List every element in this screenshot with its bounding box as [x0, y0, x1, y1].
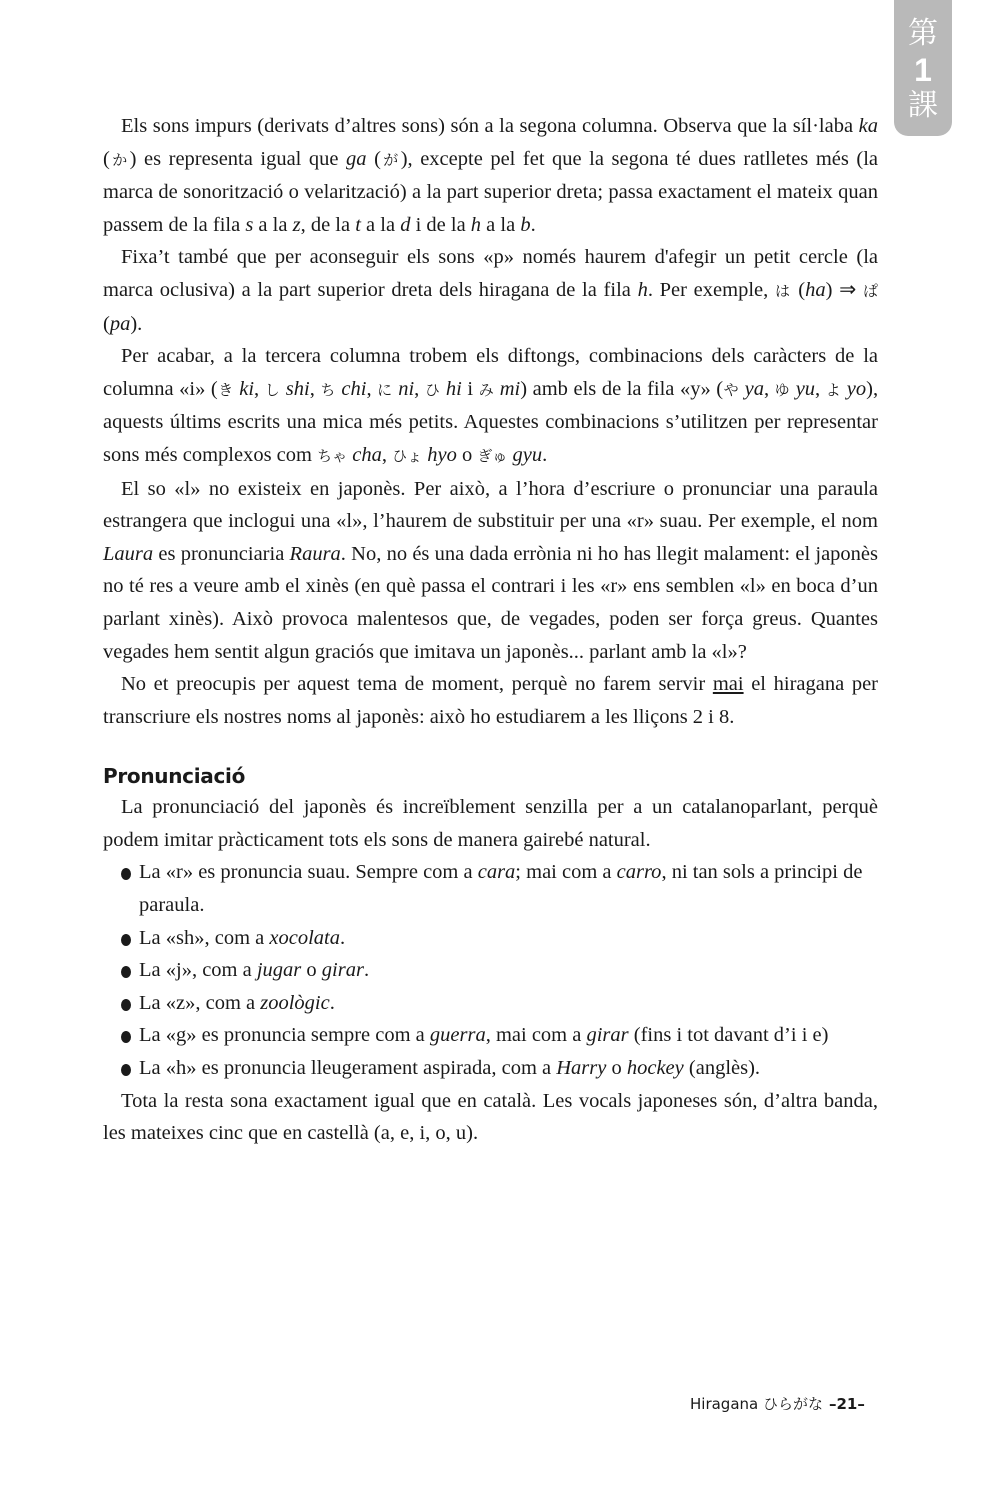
page-body [103, 110, 878, 1150]
pronunciation-list [103, 856, 878, 1084]
chapter-number: 1 [914, 52, 932, 88]
paragraph-transcription-note: No et preocupis per aquest tema de moment, perquè no farem servir mai el hiragana per transcriure els nostres noms al japonès: això ho estudiarem a les lliçons 2 i 8. [103, 673, 878, 728]
chapter-tab [894, 0, 952, 136]
list-item: La «z», com a zoològic. [121, 987, 878, 1020]
pronunciation-closing: Tota la resta sona exactament igual que en català. Les vocals japoneses són, d’altra banda, les mateixes cinc que en castellà (a, e, i, o, u). [103, 1089, 878, 1145]
paragraph-l-sound: El so «l» no existeix en japonès. Per això, a l’hora d’escriure o pronunciar una paraula estrangera que inclogui una «l», l’haurem de substituir per una «r» suau. Per exemple, el nom Laura es pronunciaria Raura. No, no és una dada errònia ni ho has llegit malament: el japonès no té res a veure amb el xinès (en què passa el contrari i les «r» ens semblen «l» en boca d’un parlant xinès). Això provoca malentesos que, de vegades, poden ser força greus. Quantes vegades hem sentit algun graciós que imitava un japonès... parlant amb la «l»? [103, 477, 879, 663]
list-item: La «h» es pronuncia lleugerament aspirada, com a Harry o hockey (anglès). [121, 1052, 878, 1085]
footer-section-title: Hiragana ひらがな [690, 1395, 823, 1413]
list-item: La «j», com a jugar o girar. [121, 954, 878, 987]
section-heading: Pronunciació [103, 764, 246, 789]
list-item: La «sh», com a xocolata. [121, 922, 878, 955]
chapter-tab-top: 第 [908, 16, 938, 51]
list-item: La «r» es pronuncia suau. Sempre com a cara; mai com a carro, ni tan sols a principi de paraula. [121, 856, 878, 921]
paragraph-impure-sounds: Els sons impurs (derivats d’altres sons) són a la segona columna. Observa que la síl·laba ka (か) es representa igual que ga (が), excepte pel fet que la segona té dues ratlletes més (la marca de sonorització o velarització) a la part superior dreta; passa exactament el mateix quan passem de la fila s a la z, de la t a la d i de la h a la b. [103, 115, 878, 236]
paragraph-p-sounds: Fixa’t també que per aconseguir els sons «p» només haurem d'afegir un petit cercle (la marca oclusiva) a la part superior dreta dels hiragana de la fila h. Per exemple, は (ha) ⇒ ぱ (pa). [103, 246, 878, 335]
page-number: –21– [829, 1395, 865, 1413]
paragraph-diphthongs: Per acabar, a la tercera columna trobem els diftongs, combinacions dels caràcters de la columna «i» (き ki, し shi, ち chi, に ni, ひ hi i み mi) amb els de la fila «y» (や ya, ゆ yu, よ yo), aquests últims escrits una mica més petits. Aquestes combinacions s’utilitzen per representar sons més complexos com ちゃ cha, ひょ hyo o ぎゅ gyu. [103, 345, 879, 466]
chapter-tab-bottom: 課 [908, 88, 938, 123]
pronunciation-intro: La pronunciació del japonès és increïblement senzilla per a un catalanoparlant, perquè podem imitar pràcticament tots els sons de manera gairebé natural. [103, 796, 878, 851]
list-item: La «g» es pronuncia sempre com a guerra, mai com a girar (fins i tot davant d’i i e) [121, 1019, 878, 1052]
page-footer [690, 1393, 865, 1414]
